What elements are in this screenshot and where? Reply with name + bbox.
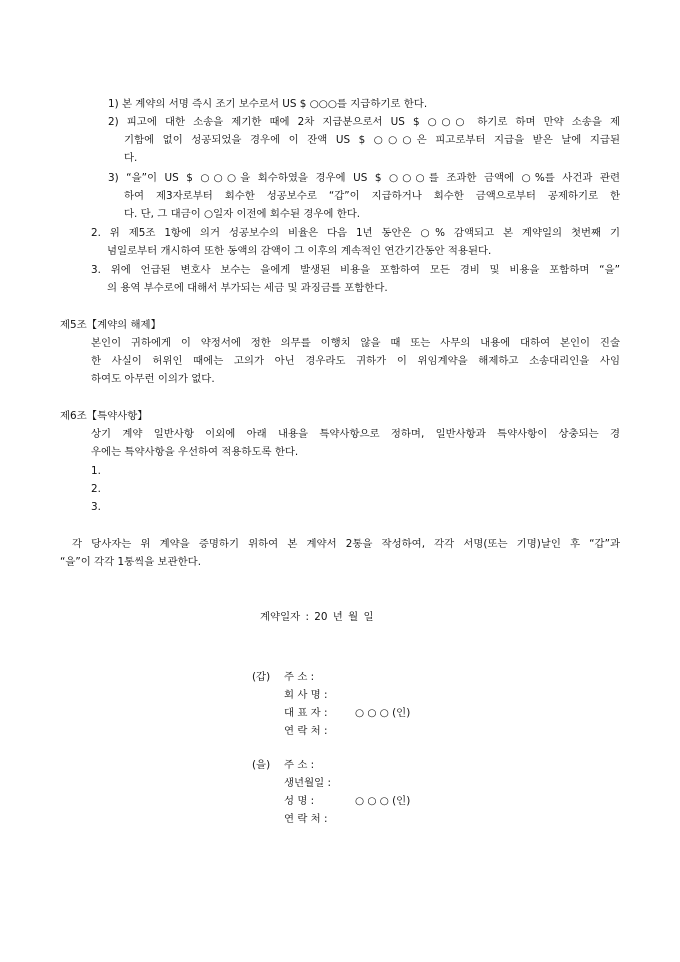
fee-subitem-3-line1: 3) “을”이 US $ ○○○을 회수하였을 경우에 US $ ○○○를 조과한 금액에 ○%를 사건과 관련 bbox=[108, 172, 620, 184]
fee-subitem-3-line2: 하여 제3자로부터 회수한 성공보수로 “갑”이 지급하거나 회수한 금액으로부터 공제하기로 한 bbox=[124, 190, 620, 202]
special-term-1: 1. bbox=[91, 465, 101, 477]
party-b-contact-label: 연 락 처 : bbox=[284, 813, 328, 825]
closing-line2: “을”이 각각 1통씩을 보관한다. bbox=[60, 556, 201, 568]
special-term-3: 3. bbox=[91, 501, 101, 513]
closing-line1: 각 당사자는 위 계약을 증명하기 위하여 본 계약서 2통을 작성하여, 각각 서명(또는 기명)날인 후 “갑”과 bbox=[72, 538, 620, 550]
party-b-address-label: 주 소 : bbox=[284, 759, 315, 771]
party-b-birth-label: 생년월일 : bbox=[284, 777, 331, 789]
article-5-line3: 하여도 아무런 이의가 없다. bbox=[91, 373, 215, 385]
fee-item-3-line2: 의 용역 부수로에 대해서 부가되는 세금 및 과징금를 포함한다. bbox=[107, 282, 388, 294]
party-a-rep-label: 대 표 자 : bbox=[284, 707, 328, 719]
party-a-tag: (갑) bbox=[252, 671, 271, 683]
article-5-line2: 한 사실이 허위인 때에는 고의가 아닌 경우라도 귀하가 이 위임계약을 해제하고 소송대리인을 사임 bbox=[91, 355, 620, 367]
fee-subitem-2-line1: 2) 피고에 대한 소송을 제기한 때에 2차 지급분으로서 US $ ○○○ 하기로 하며 만약 소송을 제 bbox=[108, 116, 620, 128]
article-6-line1: 상기 계약 일반사항 이외에 아래 내용을 특약사항으로 정하며, 일반사항과 특약사항이 상충되는 경 bbox=[91, 428, 620, 440]
article-5-line1: 본인이 귀하에게 이 약정서에 정한 의무를 이행치 않을 때 또는 사무의 내용에 대하여 본인이 진술 bbox=[91, 337, 620, 349]
fee-subitem-1: 1) 본 계약의 서명 즉시 조기 보수로서 US $ ○○○를 지급하기로 한다. bbox=[108, 98, 428, 110]
party-a-address-label: 주 소 : bbox=[284, 671, 315, 683]
party-a-contact-label: 연 락 처 : bbox=[284, 725, 328, 737]
fee-subitem-2-line2: 기함에 없이 성공되었을 경우에 이 잔액 US $ ○○○은 피고로부터 지급을 받은 날에 지급된 bbox=[124, 134, 620, 146]
fee-item-3-line1: 3. 위에 언급된 변호사 보수는 을에게 발생된 비용을 포함하여 모든 경비 및 비용을 포함하며 “을” bbox=[91, 264, 620, 276]
fee-subitem-3-line3: 다. 단, 그 대금이 ○일자 이전에 회수된 경우에 한다. bbox=[124, 208, 361, 220]
article-5-heading: 제5조【계약의 해제】 bbox=[60, 319, 161, 331]
article-6-heading: 제6조【특약사항】 bbox=[60, 410, 148, 422]
party-b-name-label: 성 명 : bbox=[284, 795, 315, 807]
party-b-tag: (을) bbox=[252, 759, 271, 771]
fee-subitem-2-line3: 다. bbox=[124, 152, 138, 164]
fee-item-2-line1: 2. 위 제5조 1항에 의거 성공보수의 비율은 다음 1년 동안은 ○% 감액되고 본 계약일의 첫번째 기 bbox=[91, 227, 620, 239]
party-a-rep-seal: ○ ○ ○ (인) bbox=[355, 707, 411, 719]
contract-date: 계약일자 : 20 년 월 일 bbox=[260, 611, 374, 623]
party-a-company-label: 회 사 명 : bbox=[284, 689, 328, 701]
special-term-2: 2. bbox=[91, 483, 101, 495]
fee-item-2-line2: 념일로부터 개시하여 또한 동액의 감액이 그 이후의 계속적인 연간기간동안 적용된다. bbox=[107, 245, 492, 257]
article-6-line2: 우에는 특약사항을 우선하여 적용하도록 한다. bbox=[91, 446, 299, 458]
party-b-name-seal: ○ ○ ○ (인) bbox=[355, 795, 411, 807]
